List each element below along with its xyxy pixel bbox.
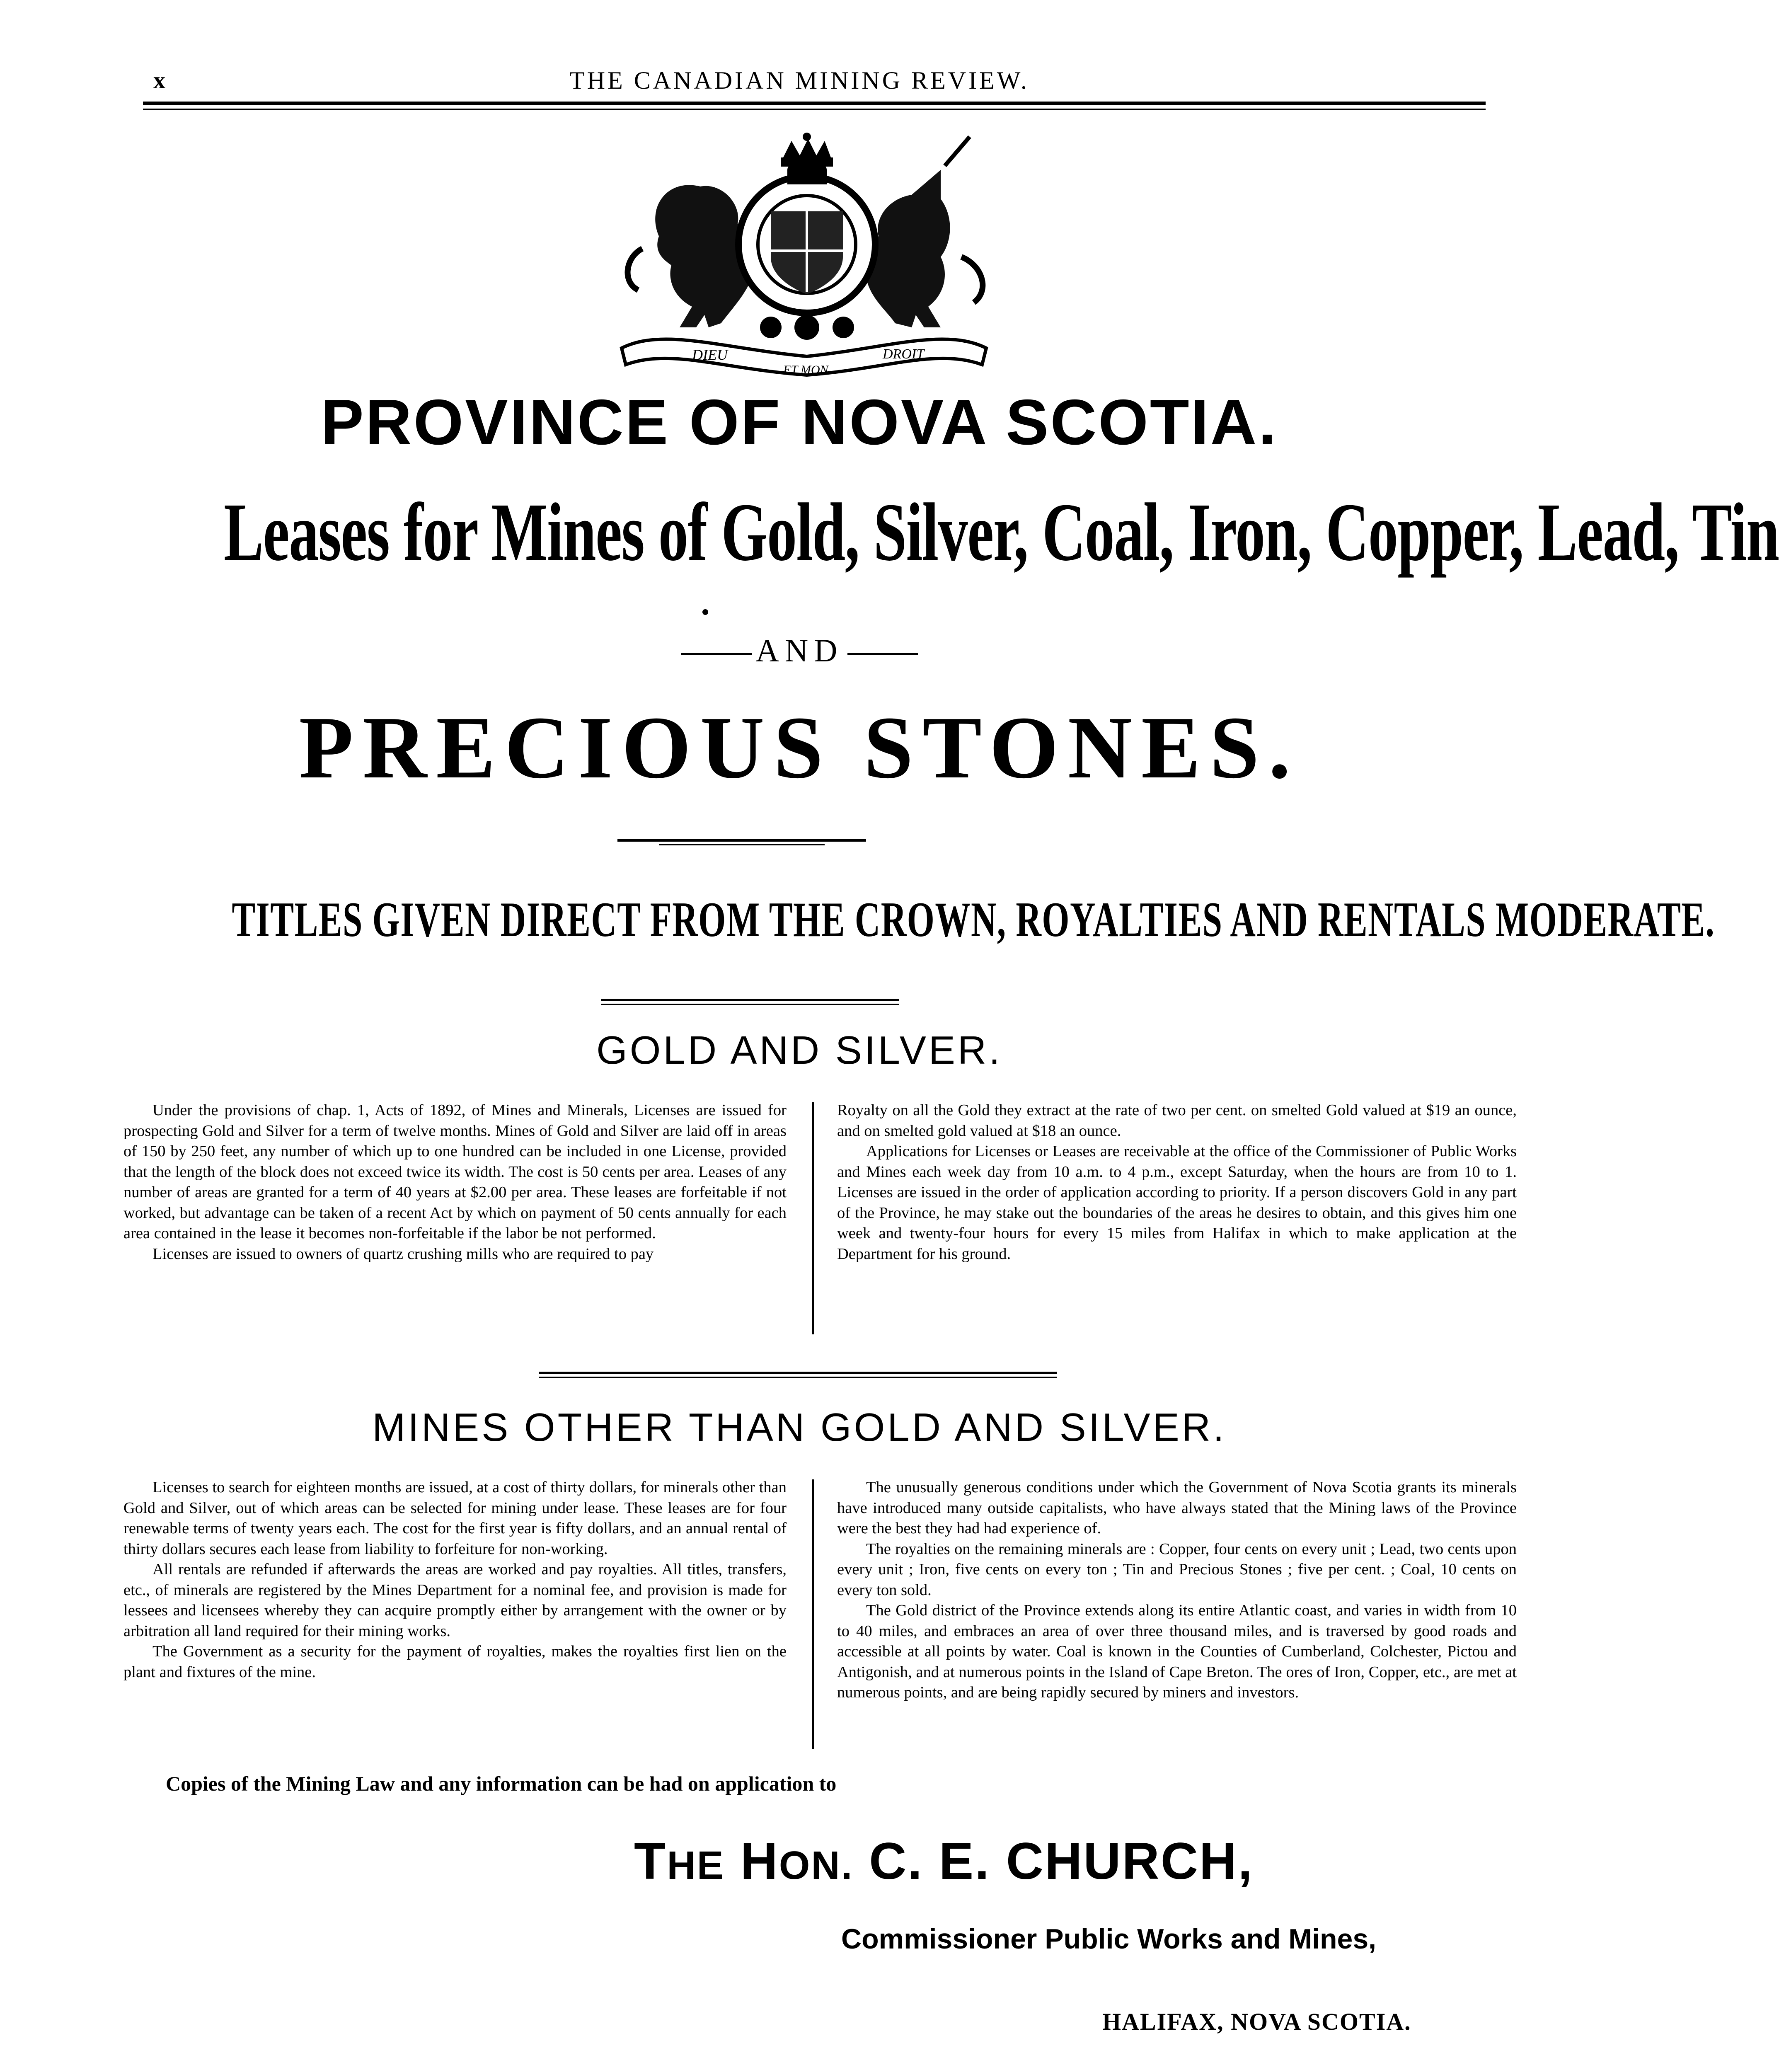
right-dash bbox=[847, 653, 918, 655]
copies-notice: Copies of the Mining Law and any information can be had on application to bbox=[166, 1772, 837, 1795]
name-main: C. E. CHURCH, bbox=[869, 1832, 1254, 1890]
decorative-dot bbox=[702, 609, 708, 615]
header-rule bbox=[143, 102, 1486, 105]
titles-headline: TITLES GIVEN DIRECT FROM THE CROWN, ROYALTIES AND RENTALS MODERATE. bbox=[232, 892, 1715, 947]
ornamental-rule bbox=[617, 839, 866, 842]
contact-name bbox=[634, 1832, 1254, 1891]
name-hon-initial: H bbox=[740, 1832, 779, 1890]
ornamental-rule bbox=[601, 999, 899, 1001]
ornamental-rule-thin bbox=[601, 1004, 899, 1005]
header-rule-thin bbox=[143, 109, 1486, 110]
paragraph: Royalty on all the Gold they extract at the rate of two per cent. on smelted Gold valued at $19 an ounce, and on smelted gold valued at $18 an ounce. bbox=[837, 1101, 1517, 1140]
mines-other-heading: MINES OTHER THAN GOLD AND SILVER. bbox=[372, 1405, 1227, 1450]
column-divider bbox=[812, 1479, 814, 1749]
paragraph: Licenses to search for eighteen months are issued, at a cost of thirty dollars, for minerals other than Gold and Silver, out of which areas can be selected for mining under lease. These leases are for four renewable terms of twenty years each. The cost for the first year is fifty dollars, and an annual rental of thirty dollars secures each lease from liability to forfeiture for non-working. bbox=[123, 1479, 787, 1558]
motto-dieu: DIEU bbox=[692, 346, 728, 363]
column-divider bbox=[812, 1102, 814, 1334]
contact-city: HALIFAX, NOVA SCOTIA. bbox=[1102, 2008, 1411, 2035]
paragraph: Under the provisions of chap. 1, Acts of 1892, of Mines and Minerals, Licenses are issued for prospecting Gold and Silver for a term of twelve months. Mines of Gold and Silver are laid off in areas of 150 by 250 feet, any number of which up to one hundred can be included in one License, provided that the length of the block does not exceed twice its width. The cost is 50 cents per area. Leases of any number of areas are granted for a term of 40 years at $2.00 per area. These leases are forfeitable if not worked, but advantage can be taken of a recent Act by which on payment of 50 cents annually for each area contained in the lease it becomes non-forfeitable if the labor be not performed. bbox=[123, 1101, 787, 1242]
paragraph: The Gold district of the Province extends along its entire Atlantic coast, and varies in width from 10 to 40 miles, and embraces an area of over three thousand miles, and is traversed by good roads and accessible at all points by water. Coal is known in the Counties of Cumberland, Colchester, Pictou and Antigonish, and at numerous points in the Island of Cape Breton. The ores of Iron, Copper, etc., are met at numerous points, and are being rapidly secured by miners and investors. bbox=[837, 1602, 1517, 1701]
name-hon-rest: ON. bbox=[779, 1843, 854, 1888]
page-number: x bbox=[153, 67, 165, 94]
paragraph: Applications for Licenses or Leases are receivable at the office of the Commissioner of Public Works and Mines each week day from 10 a.m. to 4 p.m., except Saturday, when the hours are from 10 to 1. Licenses are issued in the order of application according to priority. If a person discovers Gold in any part of the Province, he may stake out the boundaries of the areas he desires to obtain, and this gives him one week and twenty-four hours for every 15 miles from Halifax in which to make application at the Department for his ground. bbox=[837, 1143, 1517, 1263]
motto-et-mon: ET MON bbox=[783, 363, 828, 377]
paragraph: Licenses are issued to owners of quartz crushing mills who are required to pay bbox=[152, 1245, 654, 1263]
paragraph: The Government as a security for the payment of royalties, makes the royalties first lien on the plant and fixtures of the mine. bbox=[123, 1643, 787, 1681]
running-header: THE CANADIAN MINING REVIEW. bbox=[569, 67, 1029, 94]
ornamental-rule-thin bbox=[659, 844, 825, 845]
province-title: PROVINCE OF NOVA SCOTIA. bbox=[321, 386, 1278, 458]
leases-headline: Leases for Mines of Gold, Silver, Coal, Iron, Copper, Lead, Tin bbox=[224, 487, 1779, 578]
gold-right-column bbox=[837, 1100, 1517, 1264]
contact-title: Commissioner Public Works and Mines, bbox=[841, 1923, 1377, 1955]
gold-left-column bbox=[123, 1100, 787, 1264]
paragraph: All rentals are refunded if afterwards the areas are worked and pay royalties. All titles, transfers, etc., of minerals are registered by the Mines Department for a nominal fee, and provision is made for lessees and licensees whereby they can acquire promptly either by arrangement with the owner or by arbitration all land required for their mining works. bbox=[123, 1561, 787, 1640]
gold-silver-heading: GOLD AND SILVER. bbox=[596, 1028, 1002, 1072]
precious-stones-title: PRECIOUS STONES. bbox=[299, 698, 1300, 797]
motto-droit: DROIT bbox=[883, 346, 925, 362]
left-dash bbox=[681, 653, 752, 655]
paragraph: The royalties on the remaining minerals are : Copper, four cents on every unit ; Lead, two cents upon every unit ; Iron, five cents on every ton ; Tin and Precious Stones ; five per cent. ; Coal, 10 cents on every ton sold. bbox=[837, 1540, 1517, 1599]
and-separator bbox=[0, 632, 1599, 669]
royal-coat-of-arms-icon bbox=[597, 133, 1003, 381]
section-rule-thin bbox=[539, 1377, 1057, 1378]
and-word: AND bbox=[755, 632, 843, 668]
name-the-initial: T bbox=[634, 1832, 667, 1890]
paragraph: The unusually generous conditions under which the Government of Nova Scotia grants its minerals have introduced many outside capitalists, who have always stated that the Mining laws of the Province were the best they had had experience of. bbox=[837, 1479, 1517, 1537]
section-rule bbox=[539, 1372, 1057, 1374]
mines-left-column bbox=[123, 1477, 787, 1682]
mines-right-column bbox=[837, 1477, 1517, 1703]
name-the-rest: HE bbox=[667, 1843, 725, 1888]
